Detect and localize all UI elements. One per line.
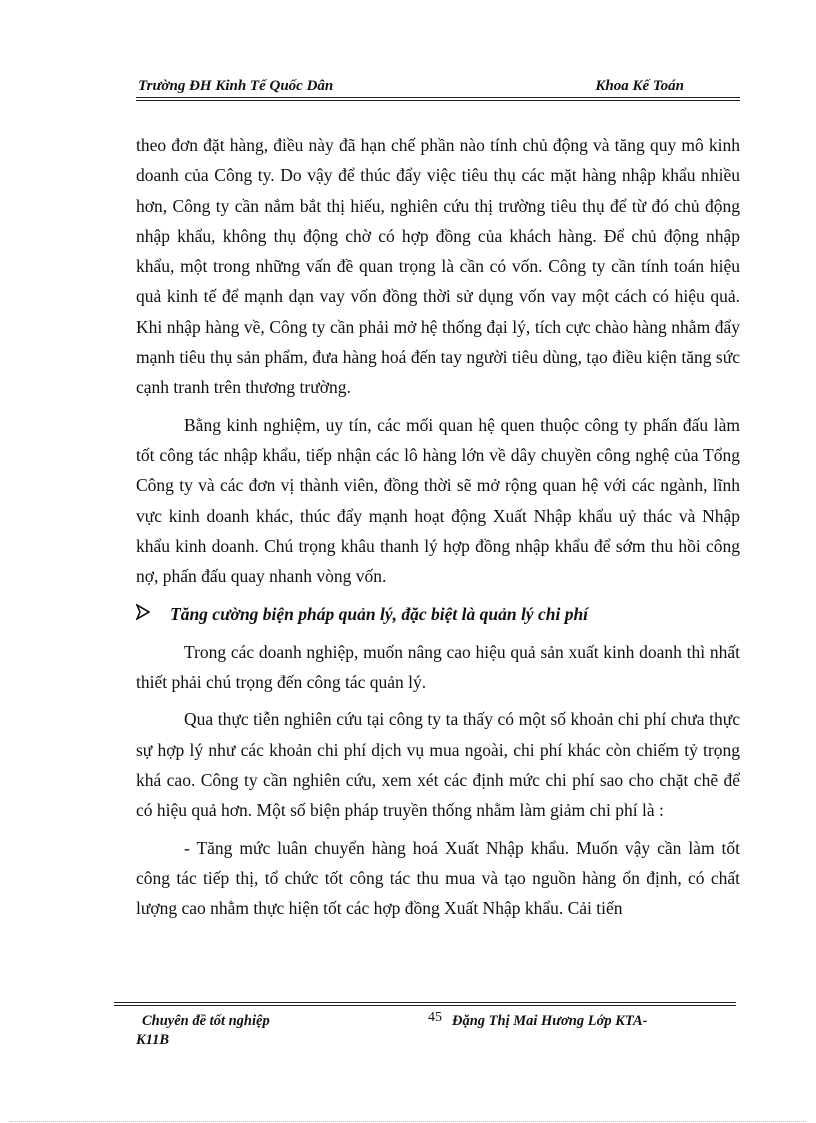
footer-thesis-label: Chuyên đề tốt nghiệp [142, 1013, 270, 1029]
footer-rule-thin [114, 1002, 736, 1003]
paragraph-4: Qua thực tiễn nghiên cứu tại công ty ta thấy có một số khoản chi phí chưa thực sự hợp lý như các khoản chi phí dịch vụ mua ngoài, chi phí khác còn chiếm tỷ trọng khá cao. Công ty cần nghiên cứu, xem xét các định mức chi phí sao cho chặt chẽ để có hiệu quả hơn. Một số biện pháp truyền thống nhằm làm giảm chi phí là : [136, 709, 740, 821]
body-text [136, 130, 740, 923]
header-rule-thin [136, 100, 740, 101]
header-faculty: Khoa Kế Toán [595, 78, 684, 94]
footer-author: Đặng Thị Mai Hương Lớp KTA- [452, 1013, 648, 1029]
paragraph-1: theo đơn đặt hàng, điều này đã hạn chế phần nào tính chủ động và tăng quy mô kinh doanh của Công ty. Do vậy để thúc đẩy việc tiêu thụ các mặt hàng nhập khẩu nhiều hơn, Công ty cần nắm bắt thị hiếu, nghiên cứu thị trường tiêu thụ để từ đó chủ động nhập khẩu, không thụ động chờ có hợp đồng của khách hàng. Để chủ động nhập khẩu, một trong những vấn đề quan trọng là cần có vốn. Công ty cần tính toán hiệu quả kinh tế để mạnh dạn vay vốn đồng thời sử dụng vốn vay một cách có hiệu quả. Khi nhập hàng về, Công ty cần phải mở hệ thống đại lý, tích cực chào hàng nhằm đẩy mạnh tiêu thụ sản phẩm, đưa hàng hoá đến tay người tiêu dùng, tạo điều kiện tăng sức cạnh tranh trên thương trường. [136, 135, 740, 398]
paragraph-5: - Tăng mức luân chuyển hàng hoá Xuất Nhập khẩu. Muốn vậy cần làm tốt công tác tiếp thị, tổ chức tốt công tác thu mua và tạo nguồn hàng ổn định, có chất lượng cao nhằm thực hiện tốt các hợp đồng Xuất Nhập khẩu. Cải tiến [136, 837, 740, 919]
page-number: 45 [428, 1010, 442, 1025]
page-header [136, 78, 740, 98]
section-heading [136, 599, 740, 629]
page-footer [136, 1012, 740, 1052]
footer-rule [114, 1005, 736, 1006]
section-heading-text: Tăng cường biện pháp quản lý, đặc biệt là quản lý chi phí [170, 604, 589, 625]
paragraph-2: Bằng kinh nghiệm, uy tín, các mối quan hệ quen thuộc công ty phấn đấu làm tốt công tác nhập khẩu, tiếp nhận các lô hàng lớn về dây chuyền công nghệ của Tổng Công ty và các đơn vị thành viên, đồng thời sẽ mở rộng quan hệ với các ngành, lĩnh vực kinh doanh khác, thúc đẩy mạnh hoạt động Xuất Nhập khẩu uỷ thác và Nhập khẩu kinh doanh. Chú trọng khâu thanh lý hợp đồng nhập khẩu để sớm thu hồi công nợ, phấn đấu quay nhanh vòng vốn. [136, 414, 740, 587]
header-rule [136, 97, 740, 98]
header-school: Trường ĐH Kinh Tế Quốc Dân [138, 78, 334, 94]
page-bottom-border [10, 1121, 806, 1122]
footer-class-code: K11B [136, 1032, 170, 1048]
arrow-bullet-icon [136, 599, 150, 629]
paragraph-3: Trong các doanh nghiệp, muốn nâng cao hiệu quả sản xuất kinh doanh thì nhất thiết phải chú trọng đến công tác quản lý. [136, 641, 740, 693]
